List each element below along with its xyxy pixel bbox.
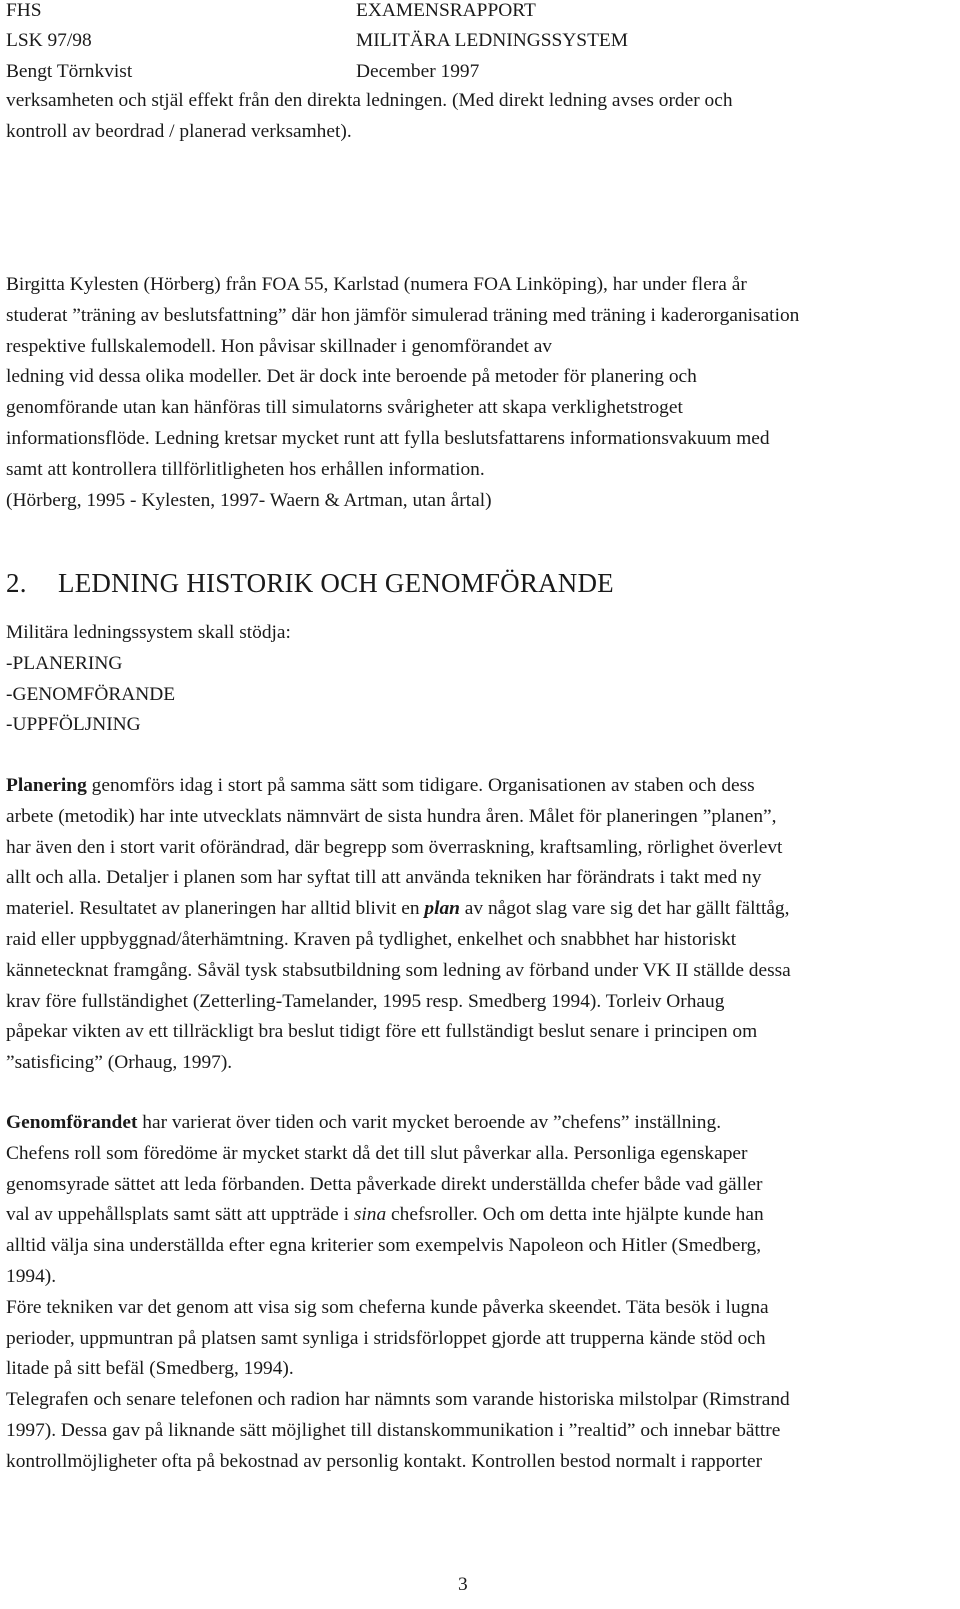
text-span: genomförs idag i stort på samma sätt som tidigare. Organisationen av staben och dess (86, 775, 755, 796)
text-span: materiel. Resultatet av planeringen har alltid blivit en (6, 898, 425, 920)
text-line: ledning vid dessa olika modeller. Det är dock inte beroende på metoder för planering och (6, 366, 697, 388)
text-line: verksamheten och stjäl effekt från den direkta ledningen. (Med direkt ledning avses order och (6, 90, 733, 111)
support-item-genomforande: -GENOMFÖRANDE (6, 683, 176, 705)
header-row-2 (6, 26, 906, 56)
header-author: Bengt Törnkvist (6, 61, 133, 82)
text-line: respektive fullskalemodell. Hon påvisar skillnader i genomförandet av (6, 335, 553, 357)
text-line: allt och alla. Detaljer i planen som har syftat till att använda tekniken har förändrats i takt med ny (6, 867, 762, 889)
planering-paragraph (6, 771, 956, 1079)
text-span: av något slag vare sig det har gällt fälttåg, (459, 898, 790, 920)
text-line: 1994). (6, 1265, 57, 1287)
text-span: chefsroller. Och om detta inte hjälpte kunde han (386, 1204, 764, 1226)
support-item-uppfoljning: -UPPFÖLJNING (6, 714, 141, 736)
text-line: (Hörberg, 1995 - Kylesten, 1997- Waern & Artman, utan årtal) (6, 489, 492, 511)
header-course: LSK 97/98 (6, 30, 92, 51)
text-line: perioder, uppmuntran på platsen samt synliga i stridsförloppet gjorde att trupperna kände stöd och (6, 1327, 766, 1349)
page-number: 3 (458, 1574, 468, 1595)
planering-lead: Planering (6, 775, 87, 796)
text-line: genomförande utan kan hänföras till simulatorns svårigheter att skapa verklighetstroget (6, 397, 683, 419)
text-line: samt att kontrollera tillförlitligheten hos erhållen information. (6, 458, 485, 480)
section-heading (6, 565, 614, 601)
text-line: Chefens roll som föredöme är mycket starkt då det till slut påverkar alla. Personliga egenskaper (6, 1142, 748, 1164)
text-line: litade på sitt befäl (Smedberg, 1994). (6, 1358, 294, 1380)
text-line: informationsflöde. Ledning kretsar mycket runt att fylla beslutsfattarens informationsvakuum med (6, 427, 770, 449)
text-line: kontroll av beordrad / planerad verksamhet). (6, 120, 352, 142)
sina-emphasis: sina (353, 1204, 387, 1226)
header-title: MILITÄRA LEDNINGSSYSTEM (356, 30, 629, 51)
section-number: 2. (6, 568, 27, 598)
text-line: Telegrafen och senare telefonen och radion har nämnts som varande historiska milstolpar (Rimstrand (6, 1389, 790, 1411)
text-line: Före tekniken var det genom att visa sig som cheferna kunde påverka skeendet. Täta besök i lugna (6, 1296, 769, 1318)
text-span: har varierat över tiden och varit mycket beroende av ”chefens” inställning. (137, 1112, 722, 1133)
header-doc-type: EXAMENSRAPPORT (356, 0, 536, 21)
text-line: alltid välja sina underställda efter egna kriterier som exempelvis Napoleon och Hitler (Smedberg, (6, 1235, 762, 1257)
support-item-planering: -PLANERING (6, 652, 123, 674)
text-span: val av uppehållsplats samt sätt att uppträde i (6, 1204, 354, 1226)
section-title: LEDNING HISTORIK OCH GENOMFÖRANDE (58, 568, 614, 598)
text-line (6, 1108, 956, 1139)
header-row-1 (6, 0, 906, 26)
text-line: ”satisficing” (Orhaug, 1997). (6, 1052, 233, 1074)
intro-paragraph (6, 86, 956, 148)
text-line: arbete (metodik) har inte utvecklats nämnvärt de sista hundra åren. Målet för planeringen ”planen”, (6, 805, 777, 827)
text-line: studerat ”träning av beslutsfattning” där hon jämför simulerad träning med träning i kaderorganisation (6, 304, 800, 326)
text-line: påpekar vikten av ett tillräckligt bra beslut tidigt före ett fullständigt beslut senare i principen om (6, 1021, 758, 1043)
text-line: 1997). Dessa gav på liknande sätt möjlighet till distanskommunikation i ”realtid” och innebar bättre (6, 1419, 781, 1441)
text-line: kontrollmöjligheter ofta på bekostnad av personlig kontakt. Kontrollen bestod normalt i rapporter (6, 1450, 763, 1472)
plan-emphasis: plan (424, 898, 460, 920)
header-date: December 1997 (356, 61, 480, 82)
text-line: raid eller uppbyggnad/återhämtning. Kraven på tydlighet, enkelhet och snabbhet har historiskt (6, 928, 737, 950)
text-line: genomsyrade sättet att leda förbanden. Detta påverkade direkt underställda chefer både vad gäller (6, 1173, 763, 1195)
kylesten-paragraph (6, 270, 956, 516)
text-line: krav före fullständighet (Zetterling-Tamelander, 1995 resp. Smedberg 1994). Torleiv Orhaug (6, 990, 725, 1012)
header-row-3 (6, 57, 906, 87)
text-line (6, 771, 956, 802)
text-line: Birgitta Kylesten (Hörberg) från FOA 55, Karlstad (numera FOA Linköping), har under flera år (6, 274, 747, 295)
genomforandet-lead: Genomförandet (6, 1112, 138, 1133)
text-line (6, 894, 956, 925)
text-line: har även den i stort varit oförändrad, där begrepp som överraskning, kraftsamling, rörlighet överlevt (6, 836, 783, 858)
text-line (6, 1200, 956, 1231)
support-list (6, 618, 956, 741)
header-school: FHS (6, 0, 42, 21)
genomforandet-paragraph (6, 1108, 956, 1478)
text-line: kännetecknat framgång. Såväl tysk stabsutbildning som ledning av förband under VK II ställde dessa (6, 959, 791, 981)
support-intro: Militära ledningssystem skall stödja: (6, 622, 291, 643)
